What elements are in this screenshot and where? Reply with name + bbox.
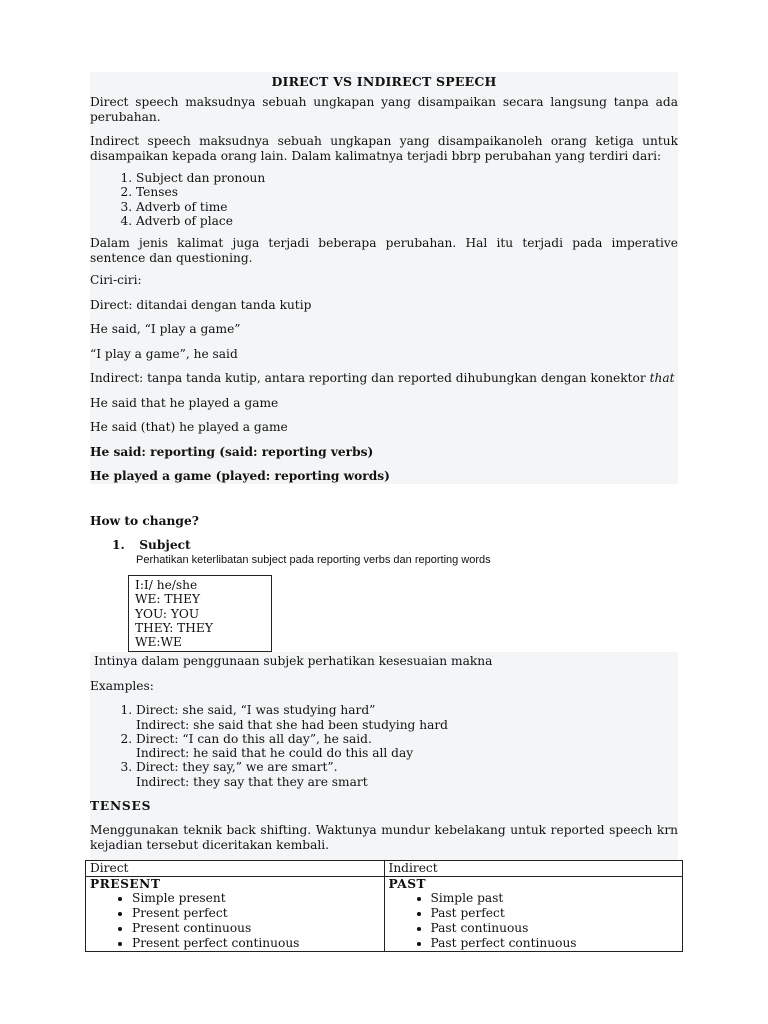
group-present: PRESENT	[90, 876, 161, 891]
examples-label: Examples:	[90, 678, 154, 693]
document-title: DIRECT VS INDIRECT SPEECH	[271, 74, 497, 89]
list-item: • Present continuous	[132, 921, 380, 936]
subject-note: Perhatikan keterlibatan subject pada reporting verbs dan reporting words	[136, 553, 491, 566]
tenses-heading: TENSES	[90, 798, 152, 813]
pronoun-row: THEY: THEY	[135, 620, 213, 635]
example-direct: 2. Direct: “I can do this all day”, he said.	[136, 731, 372, 746]
list-item: 2. Tenses	[136, 185, 678, 199]
table-header-direct: Direct	[86, 861, 385, 877]
example-direct: 3. Direct: they say,” we are smart”.	[136, 760, 338, 775]
subject-heading-text: Subject	[139, 538, 191, 553]
indirect-example-2: He said (that) he played a game	[90, 420, 288, 435]
present-tense-list	[90, 891, 380, 950]
table-header-indirect: Indirect	[384, 861, 683, 877]
tenses-table	[85, 860, 683, 951]
indirect-speech-definition: Indirect speech maksudnya sebuah ungkapan yang disampaikanoleh orang ketiga untuk disampaikan kepada orang lain. Dalam kalimatnya terjadi bbrp perubahan yang terdiri dari:	[90, 134, 678, 163]
example-direct: 1. Direct: she said, “I was studying hard”	[136, 703, 376, 718]
sentence-type-note: Dalam jenis kalimat juga terjadi beberapa perubahan. Hal itu terjadi pada imperative sentence dan questioning.	[90, 236, 678, 265]
pronoun-row: WE: THEY	[135, 592, 201, 607]
table-header-row	[86, 861, 683, 877]
example-item	[136, 703, 678, 732]
list-item: 1. Subject dan pronoun	[136, 171, 678, 185]
example-item	[136, 760, 678, 789]
list-item: 3. Adverb of time	[136, 200, 678, 214]
ciri-ciri-label: Ciri-ciri:	[90, 273, 142, 288]
example-indirect: Indirect: she said that she had been studying hard	[136, 717, 448, 732]
reporting-note-1: He said: reporting (said: reporting verbs)	[90, 444, 374, 459]
content-shaded-area	[90, 72, 678, 484]
examples-shaded-area	[90, 652, 678, 860]
indirect-description-text: Indirect: tanpa tanda kutip, antara reporting dan reported dihubungkan dengan konektor	[90, 371, 646, 386]
example-indirect: Indirect: he said that he could do this all day	[136, 746, 414, 761]
list-item: • Present perfect continuous	[132, 936, 380, 951]
direct-speech-definition: Direct speech maksudnya sebuah ungkapan yang disampaikan secara langsung tanpa ada perubahan.	[90, 95, 678, 124]
indirect-description	[90, 371, 678, 386]
intinya-note: Intinya dalam penggunaan subjek perhatikan kesesuaian makna	[94, 654, 493, 669]
list-item: • Simple present	[132, 891, 380, 906]
list-item: • Past perfect	[431, 906, 679, 921]
pronoun-row: WE:WE	[135, 635, 182, 649]
table-cell-indirect	[384, 876, 683, 951]
indirect-connector-word: that	[649, 371, 675, 386]
reporting-note-2: He played a game (played: reporting words)	[90, 469, 390, 484]
document-page	[90, 72, 678, 952]
direct-description: Direct: ditandai dengan tanda kutip	[90, 297, 312, 312]
how-to-change-heading: How to change?	[90, 513, 199, 528]
example-indirect: Indirect: they say that they are smart	[136, 774, 368, 789]
list-item: • Present perfect	[132, 906, 380, 921]
changes-list	[90, 171, 678, 228]
subject-heading-number: 1.	[112, 538, 125, 553]
table-row	[86, 876, 683, 951]
tenses-description: Menggunakan teknik back shifting. Waktunya mundur kebelakang untuk reported speech krn kejadian tersebut diceritakan kembali.	[90, 823, 678, 852]
indirect-example-1: He said that he played a game	[90, 395, 279, 410]
list-item: • Simple past	[431, 891, 679, 906]
pronoun-row: I:I/ he/she	[135, 578, 198, 593]
group-past: PAST	[388, 876, 427, 891]
list-item: 4. Adverb of place	[136, 214, 678, 228]
pronoun-change-box	[128, 575, 272, 652]
example-item	[136, 732, 678, 761]
table-cell-direct	[86, 876, 385, 951]
examples-list	[90, 703, 678, 789]
pronoun-row: YOU: YOU	[135, 606, 200, 621]
direct-example-2: “I play a game”, he said	[90, 346, 238, 361]
past-tense-list	[389, 891, 679, 950]
subject-heading	[90, 538, 678, 553]
direct-example-1: He said, “I play a game”	[90, 322, 241, 337]
list-item: • Past perfect continuous	[431, 936, 679, 951]
list-item: • Past continuous	[431, 921, 679, 936]
